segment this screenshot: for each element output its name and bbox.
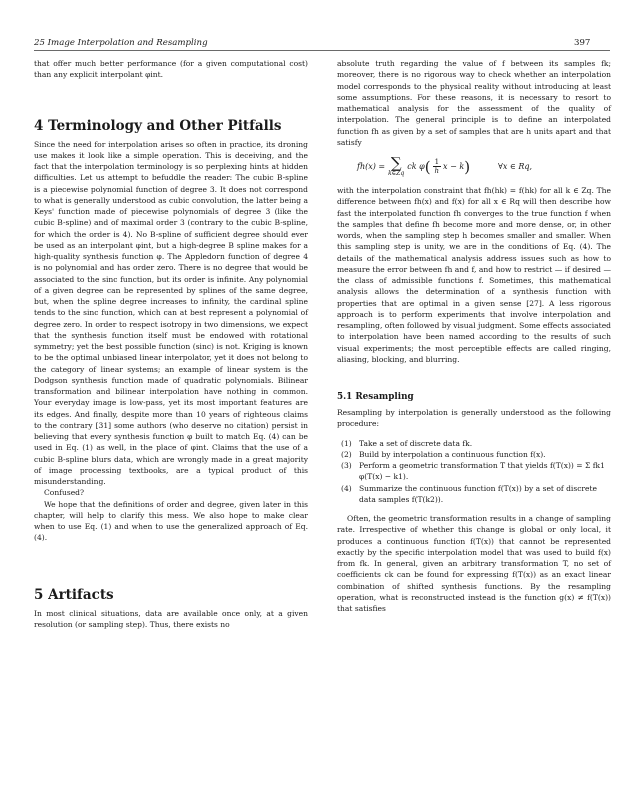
resampling-steps-list — [337, 438, 611, 506]
list-item: (4) Summarize the continuous function f(T(x)) by a set of discrete data samples f(T(k2)). — [341, 483, 598, 504]
section-5-paragraph-1: In most clinical situations, data are available once only, at a given resolution (or sampling step). Thus, there exists no — [34, 608, 308, 629]
section-4-paragraph-3: We hope that the definitions of order and degree, given later in this chapter, will help to clarify this mess. We also hope to make clear when to use Eq. (1) and when to use the generalized approach of Eq. (4). — [34, 499, 308, 543]
right-column — [337, 58, 611, 614]
fraction-denominator: h — [434, 167, 440, 175]
section-4-paragraph-2: Confused? — [44, 488, 85, 498]
interpolation-equation: fh(x) = ∑ k∈Zq ck φ ( $\frac{1}{h}$ x − k ) ∀x ∈ Rq, — [357, 154, 533, 177]
section-5-heading: 5 Artifacts — [34, 586, 114, 603]
page-number: 397 — [574, 38, 591, 48]
right-paragraph-3: Resampling by interpolation is generally understood as the following procedure: — [337, 408, 611, 429]
header-rule — [34, 50, 610, 51]
equation-argument: x − k — [443, 161, 465, 171]
equation-fraction — [433, 158, 441, 175]
section-4-heading: 4 Terminology and Other Pitfalls — [34, 117, 282, 134]
right-paragraph-2: with the interpolation constraint that fh(hk) = f(hk) for all k ∈ Zq. The difference between fh(x) and f(x) for all x ∈ Rq will then describe how fast the interpolated function fh converges to the true function f when the samples that define fh become more and more dense, or, in other words, when the sampling step h becomes smaller and smaller. When this sampling step is unity, we are in the conditions of Eq. (4). The details of the mathematical analysis address issues such as how to measure the error between fh and f, and how to restrict — if desired — the class of admissible functions f. Sometimes, this mathematical analysis allows the determination of a synthesis function with properties that are optimal in a given sense [27]. A less rigorous approach is to perform experiments that involve interpolation and resampling, often followed by visual judgment. Some effects associated to interpolation have been named according to the results of such visual experiments; the most perceptible effects are called ringing, aliasing, blocking, and blurring. — [337, 186, 611, 364]
list-item: (2) Build by interpolation a continuous function f(x). — [341, 449, 546, 459]
left-column — [34, 58, 308, 630]
running-header-title: 25 Image Interpolation and Resampling — [34, 38, 208, 48]
equation-lhs: fh(x) = — [357, 161, 386, 171]
list-item: (1) Take a set of discrete data fk. — [341, 438, 473, 448]
right-paragraph-4: Often, the geometric transformation results in a change of sampling rate. Irrespective of whether this change is global or only local, it produces a continuous function f(T(x)) that cannot be represented exactly by the specific interpolation model that was used to build f(x) from fk. In general, given an arbitrary transformation T, no set of coefficients ck can be found for expressing f(T(x)) as an exact linear combination of shifted synthesis functions. By the resampling operation, what is reconstructed instead is the function g(x) ≠ f(T(x)) that satisfies — [337, 514, 611, 613]
list-item: (3) Perform a geometric transformation T that yields f(T(x)) = Σ fk1 φ(T(x) − k1). — [341, 461, 605, 482]
fraction-numerator: 1 — [434, 158, 440, 166]
section-4-paragraph-1: Since the need for interpolation arises so often in practice, its droning use makes it look like a simple operation. This is deceiving, and the fact that the interpolation terminology is so perplexing hints at hidden difficulties. Let us attempt to befuddle the reader: The cubic B-spline is a piecewise polynomial function of degree 3. It does not correspond to what is generally understood as cubic convolution, the latter being a Keys' function made of piecewise polynomials of degree 3 (like the cubic B-spline) and of maximal order 3 (contrary to the cubic B-spline, for which the order is 4). No B-spline of sufficient degree should ever be used as an interpolant φint, but a high-degree B spline makes for a high-quality synthesis function φ. The Appledorn function of degree 4 is no polynomial and has order zero. There is no degree that would be associated to the sinc function, but its order is infinite. Any polynomial of a given degree can be represented by splines of the same degree, but, when the spline degree increases to infinity, the cardinal spline tends to the sinc function, which can at best represent a polynomial of degree zero. In order to respect isotropy in two dimensions, we expect that the synthesis function itself must be endowed with rotational symmetry; yet the best possible function (sinc) is not. Kriging is known to be the optimal unbiased linear interpolator, yet it does not belong to the category of linear systems; an example of linear system is the Dodgson synthesis function made of quadratic polynomials. Bilinear transformation and bilinear interpolation have nothing in common. Your everyday image is low-pass, yet its most important features are its edges. And finally, despite more than 10 years of righteous claims to the contrary [31] some authors (who deserve no citation) persist in believing that every synthesis function φ built to match Eq. (4) can be used in Eq. (1) as well, in the place of φint. Claims that the use of a cubic B-spline blurs data, which are wrongly made in a great majority of image processing textbooks, are a typical product of this misunderstanding. — [34, 139, 308, 486]
right-paragraph-1: absolute truth regarding the value of f between its samples fk; moreover, there is no rigorous way to check whether an interpolation model corresponds to the physical reality without introducing at least some assumptions. For these reasons, it is necessary to resort to mathematical analysis for the assessment of the quality of interpolation. The general principle is to define an interpolated function fh as given by a set of samples that are h units apart and that satisfy — [337, 59, 611, 147]
summation-index: k∈Zq — [388, 170, 405, 177]
subsection-5-1-heading: 5.1 Resampling — [337, 392, 414, 402]
equation-condition: ∀x ∈ Rq, — [498, 161, 533, 171]
intro-paragraph: that offer much better performance (for a given computational cost) than any explicit interpolant φint. — [34, 59, 308, 80]
equation-coefficient: ck φ — [407, 161, 425, 171]
summation-symbol: ∑ — [390, 154, 402, 172]
